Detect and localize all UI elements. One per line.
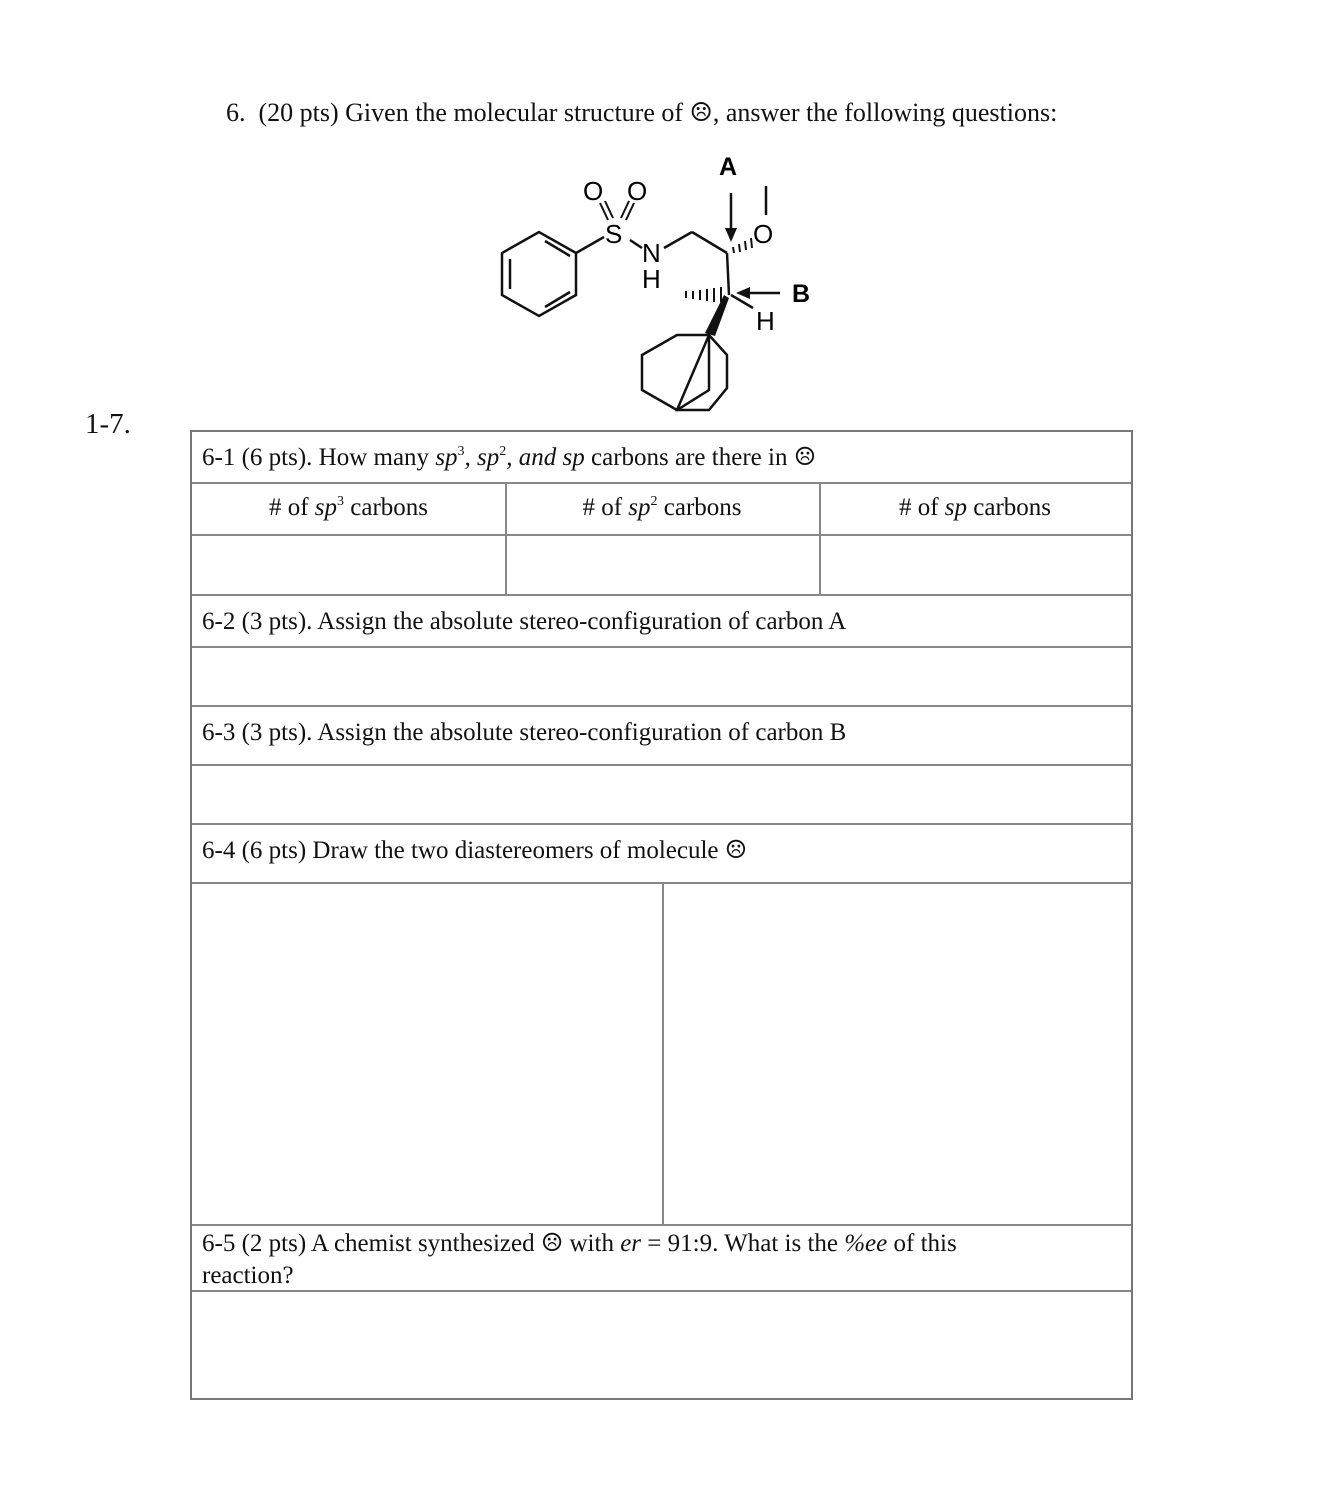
q61-prompt: 6-1 (6 pts). How many $sp^3$, $sp^2$, and sp carbons are there in ☹	[202, 444, 817, 471]
question-number: 6.	[226, 98, 246, 127]
q62-answer-row[interactable]	[192, 648, 1131, 707]
answer-sp-cell[interactable]	[819, 536, 1131, 594]
phenyl-ring-left	[502, 232, 576, 316]
question-6-heading	[226, 98, 1057, 128]
section-label: 1-7.	[85, 408, 131, 440]
q61-header-row	[192, 484, 1131, 536]
atom-n: N	[642, 238, 661, 268]
label-carbon-b: B	[792, 280, 811, 308]
diastereomer-1-area[interactable]	[192, 884, 662, 1224]
answer-sp3-cell[interactable]	[192, 536, 505, 594]
q61-prompt-row	[192, 432, 1131, 484]
q63-prompt: 6-3 (3 pts). Assign the absolute stereo-configuration of carbon B	[202, 719, 847, 746]
diastereomer-2-area[interactable]	[662, 884, 1131, 1224]
q65-prompt-row	[192, 1226, 1131, 1292]
atom-o-1: O	[583, 176, 604, 206]
label-carbon-a: A	[719, 153, 738, 181]
atom-s: S	[605, 219, 623, 249]
atom-h: H	[756, 306, 775, 336]
q63-prompt-row	[192, 707, 1131, 766]
q65-answer-row[interactable]	[192, 1292, 1131, 1398]
header-sp2-carbons: # of $sp^2$ carbons	[582, 494, 742, 521]
q61-answer-row	[192, 536, 1131, 596]
atom-o-2: O	[627, 176, 648, 206]
q65-prompt: 6-5 (2 pts) A chemist synthesized ☹ with er = 91:9. What is the %ee of this reaction?	[202, 1230, 957, 1289]
q62-prompt-row	[192, 596, 1131, 648]
q64-drawing-row	[192, 884, 1131, 1226]
wedge-bond	[705, 295, 729, 336]
header-sp3-carbons: # of $sp^3$ carbons	[268, 494, 429, 521]
q63-answer-row[interactable]	[192, 766, 1131, 825]
molecule-structure	[490, 150, 870, 420]
answer-sp2-cell[interactable]	[505, 536, 819, 594]
q64-prompt-row	[192, 825, 1131, 884]
q62-prompt: 6-2 (3 pts). Assign the absolute stereo-configuration of carbon A	[202, 608, 847, 635]
atom-h-on-n: H	[642, 264, 661, 294]
hashed-bond-b	[686, 287, 721, 302]
phenyl-ring-lower	[642, 335, 727, 410]
hashed-bond-a	[733, 238, 752, 253]
question-text: (20 pts) Given the molecular structure of ☹, answer the following questions:	[258, 98, 1058, 127]
atom-o-ether: O	[753, 219, 774, 249]
q64-prompt: 6-4 (6 pts) Draw the two diastereomers of molecule ☹	[202, 837, 748, 864]
answer-table	[190, 430, 1133, 1400]
header-sp-carbons: # of sp carbons	[898, 494, 1052, 521]
